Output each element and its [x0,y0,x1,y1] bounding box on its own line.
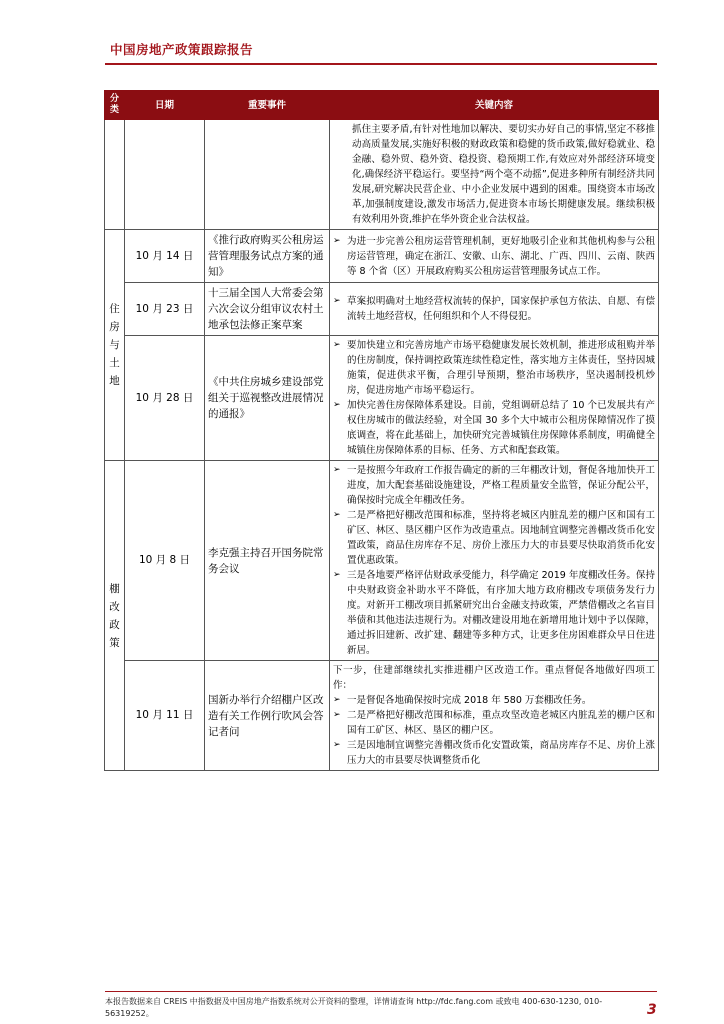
page-number: 3 [647,1002,657,1018]
content-cell [330,230,659,283]
event-cell: 《中共住房城乡建设部党组关于巡视整改进展情况的通报》 [205,336,330,461]
event-cell: 《推行政府购买公租房运营管理服务试点方案的通知》 [205,230,330,283]
arrow-bullet-icon: ➢ [333,570,341,580]
header-event: 重要事件 [205,91,330,120]
bullet-item: ➢ 三是因地制宜调整完善棚改货币化安置政策，商品房库存不足、房价上涨压力大的市县要尽快调整货币化 [333,740,655,766]
header-category: 分类 [105,91,125,120]
bullet-item: ➢ 加快完善住房保障体系建设。目前，党组调研总结了 10 个已发展共有产权住房城市的做法经验，对全国 30 多个大中城市公租房保障情况作了摸底调查，将在此基础上，加快研究完善城镇住房保障体系制度，明确健全城镇住房保障体系的目标、任务、方式和配套政策。 [333,400,655,456]
bullet-item: ➢ 一是督促各地确保按时完成 2018 年 580 万套棚改任务。 [333,695,592,706]
arrow-bullet-icon: ➢ [333,510,341,520]
content-intro: 下一步，住建部继续扎实推进棚户区改造工作。重点督促各地做好四项工作： [333,665,655,691]
bullet-item: ➢ 二是严格把好棚改范围和标准，重点攻坚改造老城区内脏乱差的棚户区和国有工矿区、林区、垦区的棚户区。 [333,710,655,736]
content-cell [330,661,659,771]
content-cell [330,461,659,661]
footer-note: 本报告数据来自 CREIS 中指数据及中国房地产指数系统对公开资料的整理，详情请查询 http://fdc.fang.com 或致电 400-630-1230, 010-56319252。 [105,997,603,1018]
category-label: 住房与土地 [109,303,120,387]
content-cell [330,336,659,461]
arrow-bullet-icon: ➢ [333,710,341,720]
date-cell: 10 月 28 日 [125,336,205,461]
table-row [105,120,659,230]
policy-table [104,90,659,771]
header-divider [105,63,657,65]
event-cell: 十三届全国人大常委会第六次会议分组审议农村土地承包法修正案草案 [205,283,330,336]
arrow-bullet-icon: ➢ [333,296,341,306]
category-label: 棚改政策 [109,582,120,649]
date-cell: 10 月 11 日 [125,661,205,771]
content-text: 抓住主要矛盾,有针对性地加以解决、要切实办好自己的事情,坚定不移推动高质量发展,实施好积极的财政政策和稳健的货币政策,做好稳就业、稳金融、稳外贸、稳外资、稳投资、稳预期工作,有效应对外部经济环境变化,确保经济平稳运行。要坚持“两个毫不动摇”,促进多种所有制经济共同发展,研究解决民营企业、中小企业发展中遇到的困难。围绕资本市场改革,加强制度建设,激发市场活力,促进资本市场长期健康发展。继续积极有效利用外资,维护在华外资企业合法权益。 [352,124,655,225]
arrow-bullet-icon: ➢ [333,465,341,475]
arrow-bullet-icon: ➢ [333,340,341,350]
bullet-item: ➢ 草案拟明确对土地经营权流转的保护，国家保护承包方依法、自愿、有偿流转土地经营权，任何组织和个人不得侵犯。 [333,296,655,322]
table-row [105,336,659,461]
arrow-bullet-icon: ➢ [333,400,341,410]
event-cell: 李克强主持召开国务院常务会议 [205,461,330,661]
category-cell [105,120,125,230]
content-cell [330,120,659,230]
bullet-item: ➢ 三是各地要严格评估财政承受能力，科学确定 2019 年度棚改任务。保持中央财政资金补助水平不降低，有序加大地方政府棚改专项债务发行力度。对新开工棚改项目抓紧研究出台金融支持政策，严禁借棚改之名盲目举债和其他违法违规行为。对棚改建设用地在新增用地计划中予以保障，通过拆旧建新、改扩建、翻建等多种方式，让更多住房困难群众早日住进新居。 [333,570,655,656]
category-cell [105,461,125,771]
table-header-row [105,91,659,120]
date-cell: 10 月 14 日 [125,230,205,283]
date-cell: 10 月 23 日 [125,283,205,336]
table-row [105,461,659,661]
table-row [105,283,659,336]
bullet-item: ➢ 一是按照今年政府工作报告确定的新的三年棚改计划，督促各地加快开工进度，加大配套基础设施建设，严格工程质量安全监管，保证分配公平，确保按时完成全年棚改任务。 [333,465,655,506]
date-cell: 10 月 8 日 [125,461,205,661]
event-cell [205,120,330,230]
table-row [105,230,659,283]
bullet-item: ➢ 要加快建立和完善房地产市场平稳健康发展长效机制，推进形成租购并举的住房制度，保持调控政策连续性稳定性，落实地方主体责任，坚持因城施策，促进供求平衡，合理引导预期，整治市场秩序，坚决遏制投机炒房，促进房地产市场平稳运行。 [333,340,655,396]
arrow-bullet-icon: ➢ [333,740,341,750]
arrow-bullet-icon: ➢ [333,695,341,705]
date-cell [125,120,205,230]
header-content: 关键内容 [330,91,659,120]
table-row [105,661,659,771]
report-title: 中国房地产政策跟踪报告 [110,42,254,57]
header-date: 日期 [125,91,205,120]
bullet-item: ➢ 为进一步完善公租房运营管理机制，更好地吸引企业和其他机构参与公租房运营管理，确定在浙江、安徽、山东、湖北、广西、四川、云南、陕西等 8 个省（区）开展政府购买公租房运营管理服务试点工作。 [333,235,655,277]
bullet-item: ➢ 二是严格把好棚改范围和标准，坚持将老城区内脏乱差的棚户区和国有工矿区、林区、垦区棚户区作为改造重点。因地制宜调整完善棚改货币化安置政策，商品住房库存不足、房价上涨压力大的市县要尽快取消货币化安置优惠政策。 [333,510,655,566]
content-cell [330,283,659,336]
footer-divider [105,991,657,992]
category-cell [105,230,125,461]
event-cell: 国新办举行介绍棚户区改造有关工作例行吹风会答记者问 [205,661,330,771]
arrow-bullet-icon: ➢ [333,235,341,246]
